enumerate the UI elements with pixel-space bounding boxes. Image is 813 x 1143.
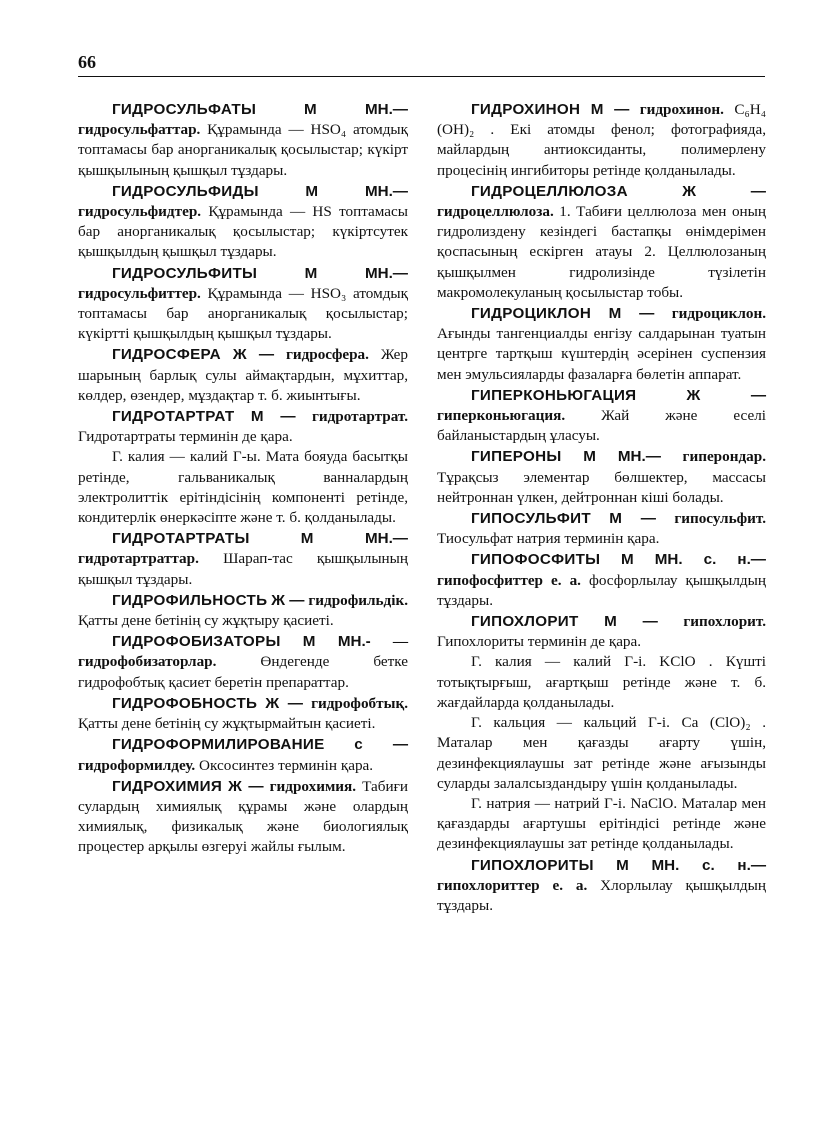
- entry-headword: ГИДРОСФЕРА: [112, 346, 221, 364]
- entry-translation: гидротартрат.: [311, 408, 409, 426]
- dictionary-entry: [437, 182, 766, 303]
- entry-translation: гидрофильдік.: [308, 591, 409, 609]
- entry-headword: ГИДРОТАРТРАТ: [112, 408, 235, 426]
- dictionary-entry: [78, 100, 408, 181]
- dictionary-entry: [78, 632, 408, 693]
- entry-headword: ГИПЕРОНЫ: [471, 448, 562, 466]
- entry-definition: Ағынды тангенциалды енгізу салдарынан туатын центрге тартқыш күштердің әсерінен суспензия мен эмульсияларды фазаларға бөлетін аппарат.: [437, 325, 766, 383]
- entry-grammar: М МН.—: [304, 101, 408, 118]
- dictionary-entry: [78, 591, 408, 631]
- entry-headword: ГИПОХЛОРИТ: [471, 613, 579, 631]
- entry-definition: Тұрақсыз элементар бөлшектер, массасы нейтроннан үлкен, дейтроннан кіші болады.: [437, 468, 766, 506]
- entry-first-paragraph: [78, 407, 408, 447]
- entry-first-paragraph: [437, 509, 766, 549]
- entry-definition: Шарап-тас қышқылының қышқыл тұздары.: [78, 550, 408, 588]
- entry-headword: ГИДРОСУЛЬФАТЫ: [112, 101, 257, 118]
- right-column: [437, 100, 766, 917]
- entry-translation: гиперконьюгация.: [437, 407, 566, 425]
- entry-subparagraph: Г. кальция — кальций Г-і. Ca (ClO)₂ . Маталар мен қағазды ағарту үшін, дезинфекциялаушы зат ретінде және ағызынды суларды залалсыздандыру үшін қолданылады.: [437, 714, 766, 792]
- entry-translation: гипосульфит.: [674, 510, 766, 528]
- entry-definition: Гидротартраты терминін де қара.: [78, 428, 293, 446]
- entry-first-paragraph: [437, 612, 766, 652]
- entry-headword: ГИПОХЛОРИТЫ: [471, 856, 594, 874]
- entry-definition: Жай және еселі байланыстардың ұласуы.: [437, 407, 766, 445]
- dictionary-entry: [437, 386, 766, 447]
- entry-first-paragraph: [437, 386, 766, 447]
- entry-first-paragraph: [78, 345, 408, 406]
- entry-grammar: М МН.—: [304, 264, 408, 282]
- dictionary-entry: [437, 509, 766, 549]
- entry-translation: гидросульфиттер.: [78, 284, 201, 302]
- dictionary-entry: [78, 735, 408, 775]
- dictionary-entry: [78, 407, 408, 528]
- entry-subparagraph: Г. натрия — натрий Г-і. NaClO. Маталар мен қағаздарды ағартушы ерітіндісі ретінде және дезинфекциялаушы зат ретінде қолданылады.: [437, 794, 766, 853]
- entry-grammar: М МН. с. н.—: [616, 856, 767, 874]
- entry-grammar: М МН.—: [305, 182, 408, 200]
- entry-headword: ГИПОСУЛЬФИТ: [471, 510, 591, 528]
- dictionary-entry: [78, 529, 408, 590]
- entry-first-paragraph: [78, 591, 408, 631]
- entry-headword: ГИДРОФОБНОСТЬ: [112, 694, 258, 712]
- entry-headword: ГИДРОТАРТРАТЫ: [112, 530, 250, 548]
- entry-first-paragraph: [78, 632, 408, 693]
- dictionary-entry: [437, 304, 766, 385]
- entry-grammar: Ж —: [686, 386, 767, 404]
- entry-headword: ГИПОФОСФИТЫ: [471, 551, 601, 569]
- entry-definition: Құрамында — HSO₄ атомдық топтамасы бар анорганикалық қосылыстар; күкірт қышқылының қышқыл тұздары.: [78, 121, 408, 179]
- entry-subparagraph: Г. калия — калий Г-і. KClO . Күшті тотықтырғыш, ағартқыш ретінде және т. б. жағдайларда қолданылады.: [437, 653, 766, 711]
- entry-definition: Гипохлориты терминін де қара.: [437, 633, 642, 651]
- entry-grammar: М —: [609, 510, 656, 528]
- entry-translation: гидроцеллюлоза.: [437, 203, 554, 221]
- entry-first-paragraph: [78, 735, 408, 775]
- entry-definition: C₆H₄ (OH)₂ . Екі атомды фенол; фотографияда, майлардың антиоксиданты, полимерлену процесінің ингибиторы ретінде қолданылады.: [437, 101, 767, 179]
- entry-definition: фосфорлылау қышқылдың тұздары.: [437, 571, 766, 609]
- entry-grammar: Ж —: [682, 182, 766, 200]
- entry-grammar: Ж —: [271, 591, 305, 609]
- entry-first-paragraph: [78, 694, 408, 734]
- entry-first-paragraph: [437, 100, 766, 181]
- entry-definition: Жер шарының барлық сулы аймақтардын, мұхиттар, көлдер, өзендер, мұздақтар т. б. жиынтығы.: [78, 346, 408, 404]
- entry-grammar: М МН.—: [300, 530, 408, 548]
- entry-translation: гипохлориттер е. а.: [437, 876, 588, 894]
- entry-grammar: М —: [250, 408, 296, 426]
- entry-headword: ГИДРОХИМИЯ: [112, 777, 223, 795]
- page-number: 66: [78, 52, 96, 72]
- entry-grammar: М МН.—: [583, 448, 661, 466]
- entry-first-paragraph: [437, 182, 766, 303]
- entry-headword: ГИДРОФИЛЬНОСТЬ: [112, 591, 268, 609]
- dictionary-entry: [437, 100, 766, 181]
- entry-definition: Қатты дене бетінің су жұқтыру қасиеті.: [78, 612, 334, 630]
- entry-translation: гиперондар.: [682, 448, 766, 466]
- entry-grammar: М —: [608, 305, 655, 323]
- header-rule: [78, 76, 765, 77]
- entry-first-paragraph: [78, 777, 408, 858]
- entry-subparagraph: Г. калия — калий Г-ы. Мата бояуда басытқы ретінде, гальваникалық ванналардың электролиттік ерітіндісінің компоненті ретінде, кондитерлік өнеркәсіпте және т. б. қолданылады.: [78, 448, 408, 527]
- entry-translation: гидрофобтық.: [311, 694, 408, 712]
- entry-definition: Өндегенде бетке гидрофобтық қасиет беретін препараттар.: [78, 653, 409, 691]
- dictionary-entry: [78, 777, 408, 858]
- entry-headword: ГИДРОСУЛЬФИТЫ: [112, 264, 258, 282]
- dictionary-entry: [437, 612, 766, 854]
- entry-headword: ГИДРОСУЛЬФИДЫ: [112, 182, 259, 200]
- entry-definition: Құрамында — HSO₃ атомдық топтамасы бар анорганикалық қосылыстар; күкіртті қышқылдың қышқыл тұздары.: [78, 284, 408, 343]
- dictionary-entry: [78, 182, 408, 263]
- entry-definition: Қатты дене бетінің су жұқтырмайтын қасиеті.: [78, 715, 376, 733]
- entry-headword: ГИДРОФОБИЗАТОРЫ: [112, 633, 281, 651]
- entry-definition: Құрамында — HS топтамасы бар анорганикалық қосылыстар; күкіртсутек қышқылдың қышқыл тұздары.: [78, 203, 408, 261]
- dictionary-entry: [78, 694, 408, 734]
- entry-translation: гидросульфидтер.: [78, 203, 202, 221]
- entry-headword: ГИДРОЦИКЛОН: [471, 305, 592, 323]
- entry-definition: Оксосинтез терминін қара.: [199, 756, 374, 774]
- entry-first-paragraph: [437, 550, 766, 611]
- entry-first-paragraph: [78, 264, 408, 345]
- entry-first-paragraph: [437, 304, 766, 385]
- entry-grammar: М —: [590, 101, 630, 118]
- dictionary-entry: [437, 550, 766, 611]
- dictionary-entry: [78, 264, 408, 345]
- entry-grammar: Ж —: [228, 777, 264, 795]
- entry-grammar: Ж —: [232, 346, 275, 364]
- entry-first-paragraph: [78, 100, 408, 181]
- entry-grammar: с —: [354, 736, 409, 754]
- entry-definition: Табиғи сулардың химиялық құрамы және олардың химиялық, физикалық және биологиялық процестер арқылы өзгеруі жайлы ғылым.: [78, 777, 409, 856]
- entry-headword: ГИДРОЦЕЛЛЮЛОЗА: [471, 182, 628, 200]
- entry-translation: гидрохинон.: [639, 101, 724, 118]
- entry-grammar: М МН. с. н.—: [621, 551, 766, 569]
- entry-translation: гидротартраттар.: [78, 550, 199, 568]
- entry-grammar: М МН.-: [302, 633, 371, 651]
- entry-definition: Хлорлылау қышқылдың тұздары.: [437, 876, 766, 914]
- entry-headword: ГИДРОФОРМИЛИРОВАНИЕ: [112, 736, 325, 754]
- entry-definition: Тиосульфат натрия терминін қара.: [437, 530, 660, 548]
- entry-translation: — гидрофобизаторлар.: [78, 633, 408, 671]
- entry-first-paragraph: [437, 856, 766, 917]
- entry-translation: гипохлорит.: [683, 613, 767, 631]
- entry-translation: гипофосфиттер е. а.: [437, 571, 581, 589]
- entry-headword: ГИПЕРКОНЬЮГАЦИЯ: [471, 386, 637, 404]
- entry-translation: гидросульфаттар.: [78, 121, 201, 139]
- entry-translation: гидроформилдеу.: [78, 756, 196, 774]
- dictionary-entry: [78, 345, 408, 406]
- entry-translation: гидросфера.: [285, 346, 369, 364]
- entry-first-paragraph: [78, 529, 408, 590]
- entry-first-paragraph: [437, 447, 766, 508]
- entry-definition: 1. Табиғи целлюлоза мен оның гидролиздену кезіндегі бастапқы өнімдерімен қоспасының ескірген атауы 2. Целлюлозаның қышқылмен гидролизінде түзілетін макромолекуланың қосылыстар тобы.: [437, 203, 766, 301]
- entry-translation: гидроциклон.: [671, 305, 767, 323]
- dictionary-entry: [437, 856, 766, 917]
- entry-first-paragraph: [78, 182, 408, 263]
- left-column: [78, 100, 408, 859]
- entry-headword: ГИДРОХИНОН: [471, 101, 581, 118]
- entry-grammar: Ж —: [265, 694, 303, 712]
- dictionary-entry: [437, 447, 766, 508]
- entry-grammar: М —: [604, 613, 658, 631]
- entry-translation: гидрохимия.: [269, 777, 357, 795]
